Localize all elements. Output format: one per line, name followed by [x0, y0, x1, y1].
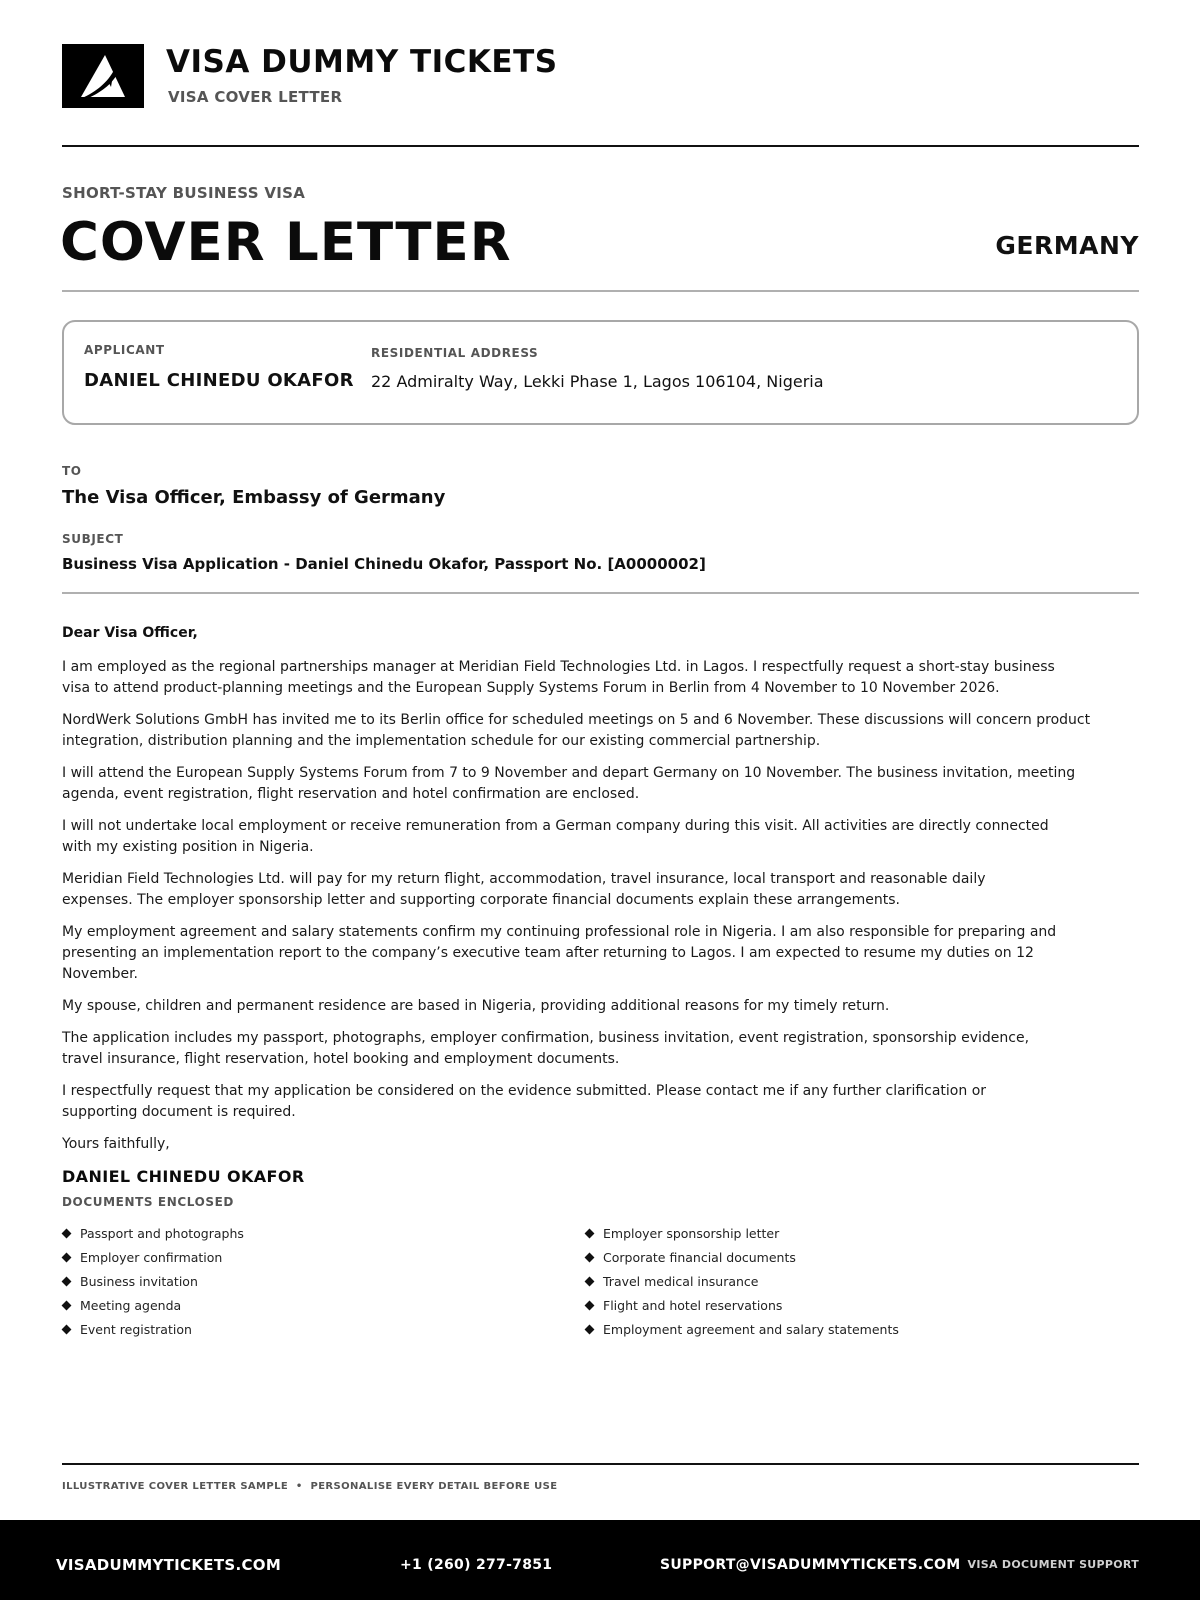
list-item: [62, 1221, 244, 1245]
letter-paragraph: I will attend the European Supply Systems Forum from 7 to 9 November and depart Germany on 10 November. The business invitation, meeting agenda, event registration, flight reservation and hotel confirmation are enclosed.: [62, 765, 1076, 802]
diamond-bullet-icon: [585, 1228, 595, 1238]
list-item: [62, 1245, 244, 1269]
document-name: Flight and hotel reservations: [603, 1297, 783, 1313]
footer-bar: [0, 1520, 1200, 1600]
diamond-bullet-icon: [585, 1276, 595, 1286]
list-item: [585, 1245, 899, 1269]
country-label: GERMANY: [995, 231, 1139, 260]
document-name: Corporate financial documents: [603, 1249, 796, 1265]
list-item: [62, 1317, 244, 1341]
applicant-name: DANIEL CHINEDU OKAFOR: [84, 370, 354, 391]
closing: Yours faithfully,: [62, 1136, 170, 1152]
documents-enclosed-label: DOCUMENTS ENCLOSED: [62, 1195, 234, 1210]
header-divider: [62, 145, 1139, 147]
letter-paragraph: I will not undertake local employment or receive remuneration from a German company during this visit. All activities are directly connected with my existing position in Nigeria.: [62, 818, 1049, 855]
email-link[interactable]: SUPPORT@VISADUMMYTICKETS.COM: [660, 1557, 961, 1573]
document-name: Event registration: [80, 1321, 192, 1337]
letter-paragraph: My employment agreement and salary statements confirm my continuing professional role in Nigeria. I am also responsible for preparing and presenting an implementation report to the company’s executive team after returning to Lagos. I am expected to resume my duties on 12 November.: [62, 924, 1057, 982]
diamond-bullet-icon: [62, 1276, 72, 1286]
document-name: Employment agreement and salary statements: [603, 1321, 899, 1337]
diamond-bullet-icon: [585, 1324, 595, 1334]
address-label: RESIDENTIAL ADDRESS: [371, 346, 539, 360]
letter-body: [62, 623, 1122, 1225]
triangle-mountain-logo-icon: [62, 44, 144, 108]
subject-label: SUBJECT: [62, 532, 124, 546]
letter-paragraph: Meridian Field Technologies Ltd. will pay for my return flight, accommodation, travel insurance, local transport and reasonable daily expenses. The employer sponsorship letter and supporting corporate financial documents explain these arrangements.: [62, 871, 986, 908]
document-name: Passport and photographs: [80, 1225, 244, 1241]
document-name: Employer sponsorship letter: [603, 1225, 780, 1241]
documents-list-right: [585, 1221, 899, 1341]
list-item: [62, 1269, 244, 1293]
list-item: [62, 1293, 244, 1317]
recipient: The Visa Officer, Embassy of Germany: [62, 487, 446, 508]
signature-name: DANIEL CHINEDU OKAFOR: [62, 1167, 305, 1186]
brand-header: [62, 44, 558, 108]
brand-subtitle: VISA COVER LETTER: [168, 87, 343, 106]
letter-paragraph: The application includes my passport, photographs, employer confirmation, business invitation, event registration, sponsorship evidence, travel insurance, flight reservation, hotel booking and employment documents.: [62, 1030, 1030, 1067]
page-title: COVER LETTER: [60, 212, 512, 273]
title-divider: [62, 290, 1139, 292]
brand-name: VISA DUMMY TICKETS: [166, 43, 558, 80]
footer-tagline: VISA DOCUMENT SUPPORT: [967, 1558, 1139, 1571]
applicant-label: APPLICANT: [84, 343, 165, 357]
letter-paragraph: NordWerk Solutions GmbH has invited me to its Berlin office for scheduled meetings on 5 and 6 November. These discussions will concern product integration, distribution planning and the implementation schedule for our existing commercial partnership.: [62, 712, 1091, 749]
diamond-bullet-icon: [62, 1300, 72, 1310]
document-name: Travel medical insurance: [603, 1273, 759, 1289]
website-link[interactable]: VISADUMMYTICKETS.COM: [56, 1556, 282, 1574]
document-name: Employer confirmation: [80, 1249, 223, 1265]
letter-paragraph: I am employed as the regional partnerships manager at Meridian Field Technologies Ltd. in Lagos. I respectfully request a short-stay business visa to attend product-planning meetings and the European Supply Systems Forum in Berlin from 4 November to 10 November 2026.: [62, 659, 1055, 696]
list-item: [585, 1269, 899, 1293]
residential-address: 22 Admiralty Way, Lekki Phase 1, Lagos 106104, Nigeria: [371, 372, 824, 391]
footer-divider: [62, 1463, 1139, 1465]
disclaimer: ILLUSTRATIVE COVER LETTER SAMPLE • PERSONALISE EVERY DETAIL BEFORE USE: [62, 1481, 558, 1492]
document-name: Meeting agenda: [80, 1297, 182, 1313]
subject-line: Business Visa Application - Daniel Chinedu Okafor, Passport No. [A0000002]: [62, 555, 706, 573]
list-item: [585, 1293, 899, 1317]
diamond-bullet-icon: [62, 1252, 72, 1262]
documents-list-left: [62, 1221, 244, 1341]
diamond-bullet-icon: [585, 1300, 595, 1310]
document-name: Business invitation: [80, 1273, 198, 1289]
visa-type-eyebrow: SHORT-STAY BUSINESS VISA: [62, 184, 306, 202]
phone-link[interactable]: +1 (260) 277-7851: [400, 1557, 553, 1573]
greeting: Dear Visa Officer,: [62, 625, 198, 641]
list-item: [585, 1317, 899, 1341]
letter-paragraph: My spouse, children and permanent residence are based in Nigeria, providing additional reasons for my timely return.: [62, 998, 890, 1014]
applicant-card: [62, 320, 1139, 425]
letter-paragraph: I respectfully request that my application be considered on the evidence submitted. Please contact me if any further clarification or supporting document is required.: [62, 1083, 987, 1120]
to-label: TO: [62, 464, 82, 478]
diamond-bullet-icon: [62, 1228, 72, 1238]
subject-divider: [62, 592, 1139, 594]
diamond-bullet-icon: [62, 1324, 72, 1334]
diamond-bullet-icon: [585, 1252, 595, 1262]
list-item: [585, 1221, 899, 1245]
